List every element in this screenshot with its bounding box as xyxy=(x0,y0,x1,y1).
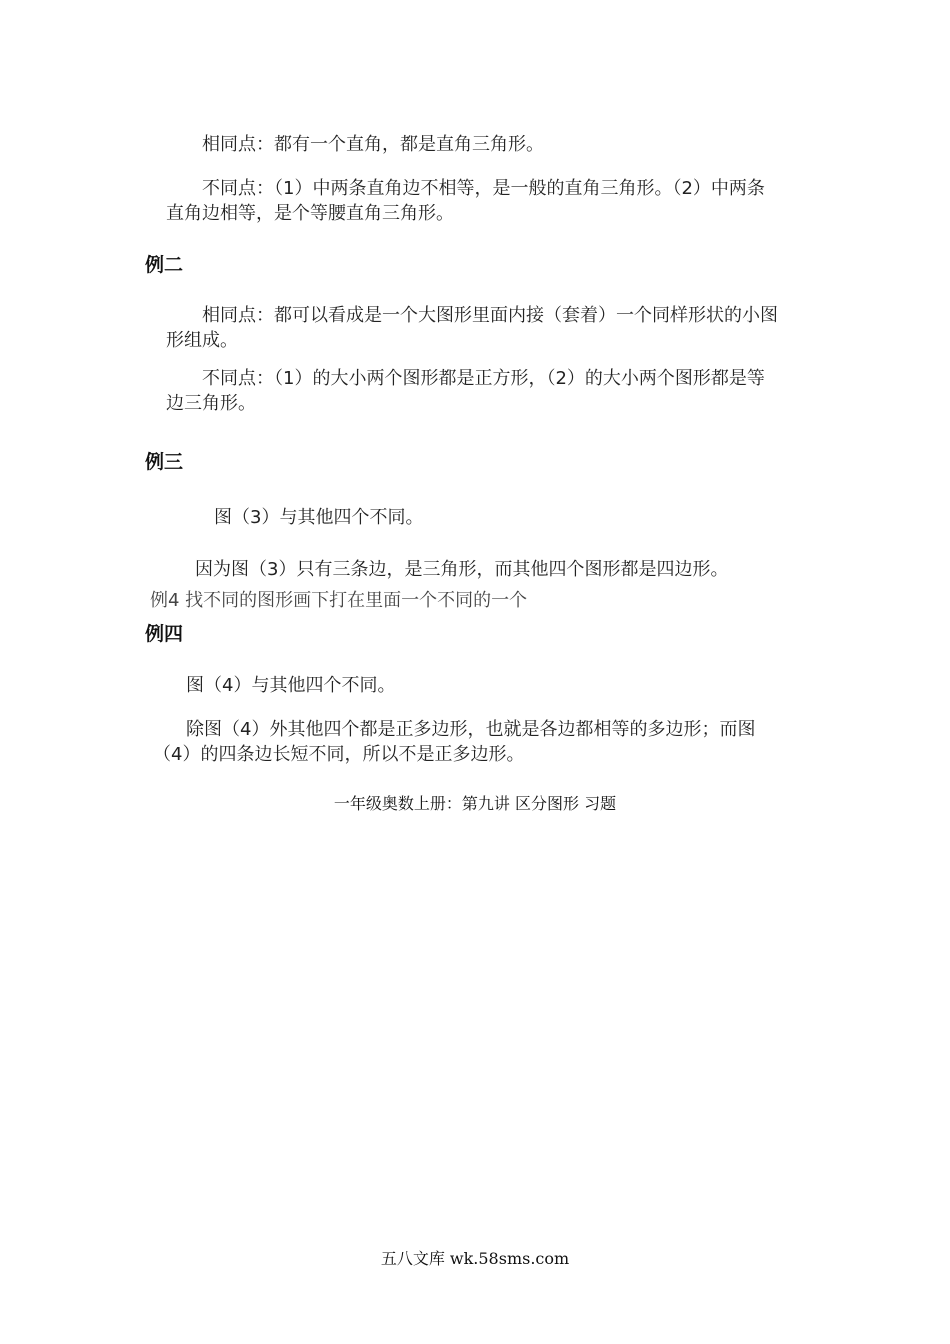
page-footer: 五八文库 wk.58sms.com xyxy=(380,1249,570,1268)
example2-same-line2: 形组成。 xyxy=(166,330,238,351)
example1-diff-line1: 不同点：（1）中两条直角边不相等，是一般的直角三角形。（2）中两条 xyxy=(202,178,765,199)
page-caption: 一年级奥数上册：第九讲 区分图形 习题 xyxy=(333,794,617,813)
example4-reason-line1: 除图（4）外其他四个都是正多边形，也就是各边都相等的多边形；而图 xyxy=(186,719,756,740)
cropped-text-strip xyxy=(150,590,550,611)
example3-heading: 例三 xyxy=(145,451,184,473)
example2-diff-line2: 边三角形。 xyxy=(166,393,256,414)
example2-same-line1: 相同点：都可以看成是一个大图形里面内接（套着）一个同样形状的小图 xyxy=(202,305,778,326)
example2-diff-paragraph xyxy=(166,366,765,416)
example4-answer: 图（4）与其他四个不同。 xyxy=(186,675,396,696)
example1-diff-paragraph xyxy=(166,176,765,226)
example4-heading: 例四 xyxy=(145,623,184,645)
example4-reason-paragraph xyxy=(153,717,755,767)
example2-same-paragraph xyxy=(166,303,778,353)
example3-reason: 因为图（3）只有三条边，是三角形，而其他四个图形都是四边形。 xyxy=(195,559,729,580)
cropped-text: 例4 找不同的图形画下打在里面一个不同的一个 xyxy=(150,590,528,611)
example4-reason-line2: （4）的四条边长短不同，所以不是正多边形。 xyxy=(153,744,525,765)
example3-answer: 图（3）与其他四个不同。 xyxy=(214,507,424,528)
example1-same-text: 相同点：都有一个直角，都是直角三角形。 xyxy=(202,134,544,155)
example2-heading: 例二 xyxy=(145,254,184,276)
example2-diff-line1: 不同点：（1）的大小两个图形都是正方形，（2）的大小两个图形都是等 xyxy=(202,368,765,389)
example1-diff-line2: 直角边相等，是个等腰直角三角形。 xyxy=(166,203,454,224)
